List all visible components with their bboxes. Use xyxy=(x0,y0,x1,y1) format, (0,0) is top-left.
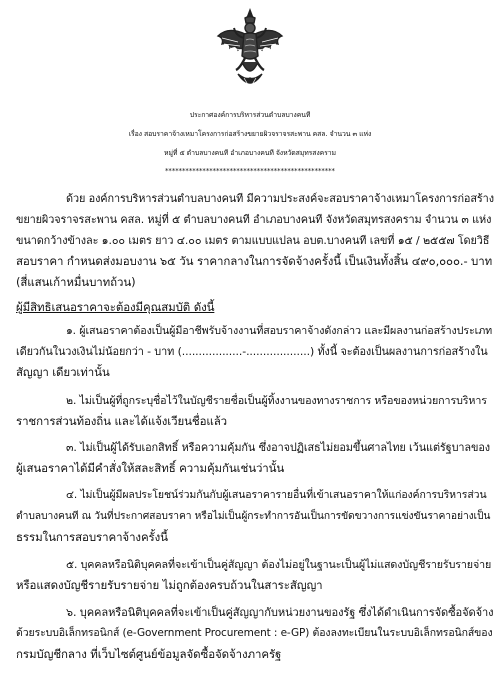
item6-line2: ด้วยระบบอิเล็กทรอนิกส์ (e-Government Procurement : e-GP) ต้องลงทะเบียนในระบบอิเล็กทรอนิกส์ของ xyxy=(16,627,493,639)
item4-line1: ๔. ไม่เป็นผู้มีผลประโยชน์ร่วมกันกับผู้เสนอราคารายอื่นที่เข้าเสนอราคาให้แก่องค์การบริหารส่วน xyxy=(66,489,487,501)
announcement-subject-line1: เรื่อง สอบราคาจ้างเหมาโครงการก่อสร้างขยายผิวจราจรสะพาน คสล. จำนวน ๓ แห่ง xyxy=(128,130,372,138)
item3-line2: ผู้เสนอราคาได้มีคำสั่งให้สละสิทธิ์ ความคุ้มกันเช่นว่านั้น xyxy=(16,461,285,475)
item5-line2: หรือแสดงบัญชีรายรับรายจ่าย ไม่ถูกต้องครบถ้วนในสาระสัญญา xyxy=(16,578,323,592)
separator-stars: ************************************************** xyxy=(165,167,335,175)
item6-line3: กรมบัญชีกลาง ที่เว็บไซต์ศูนย์ข้อมูลจัดซื้อจัดจ้างภาครัฐ xyxy=(16,647,282,661)
announcement-subject-line2: หมู่ที่ ๕ ตำบลบางคนที อำเภอบางคนที จังหวัดสมุทรสงคราม xyxy=(164,149,336,157)
qualifications-heading: ผู้มีสิทธิเสนอราคาจะต้องมีคุณสมบัติ ดังนี้ xyxy=(16,300,215,314)
item1-line2: เดียวกันในวงเงินไม่น้อยกว่า - บาท (..................-...................) ทั้งนี้ จะต้องเป็นผลงานการก่อสร้างใน xyxy=(16,345,488,358)
item3-line1: ๓. ไม่เป็นผู้ได้รับเอกสิทธิ์ หรือความคุ้มกัน ซึ่งอาจปฏิเสธไม่ยอมขึ้นศาลไทย เว้นแต่รัฐบาลของ xyxy=(66,441,490,454)
item4-line3: ธรรมในการสอบราคาจ้างครั้งนี้ xyxy=(16,530,168,544)
item1-line1: ๑. ผู้เสนอราคาต้องเป็นผู้มีอาชีพรับจ้างงานที่สอบราคาจ้างดังกล่าว และมีผลงานก่อสร้างประเภท xyxy=(66,324,493,337)
intro-line4: สอบราคา กำหนดส่งมอบงาน ๖๕ วัน ราคากลางในการจัดจ้างครั้งนี้ เป็นเงินทั้งสิ้น ๔๙๐,๐๐๐.- บาท xyxy=(16,254,493,268)
item2-line1: ๒. ไม่เป็นผู้ที่ถูกระบุชื่อไว้ในบัญชีรายชื่อเป็นผู้ทิ้งงานของทางราชการ หรือของหน่วยการบริหาร xyxy=(66,394,487,407)
intro-line3: ขนาดกว้างข้างละ ๑.๐๐ เมตร ยาว ๔.๐๐ เมตร ตามแบบแปลน อบต.บางคนที เลขที่ ๑๕ / ๒๕๕๗ โดยวิธี xyxy=(16,234,490,247)
item1-line3: สัญญา เดียวเท่านั้น xyxy=(16,365,110,379)
item5-line1: ๕. บุคคลหรือนิติบุคคลที่จะเข้าเป็นคู่สัญญา ต้องไม่อยู่ในฐานะเป็นผู้ไม่แสดงบัญชีรายรับรายจ่าย xyxy=(66,558,492,571)
item6-line1: ๖. บุคคลหรือนิติบุคคลที่จะเข้าเป็นคู่สัญญากับหน่วยงานของรัฐ ซึ่งได้ดำเนินการจัดซื้อจัดจ้าง xyxy=(66,606,494,619)
item4-line2: ตำบลบางคนที ณ วันที่ประกาศสอบราคา หรือไม่เป็นผู้กระทำการอันเป็นการขัดขวางการแข่งขันราคาอย่างเป็น xyxy=(16,510,491,522)
intro-line1: ด้วย องค์การบริหารส่วนตำบลบางคนที มีความประสงค์จะสอบราคาจ้างเหมาโครงการก่อสร้าง xyxy=(66,192,494,205)
intro-line5: (สี่แสนเก้าหมื่นบาทถ้วน) xyxy=(16,275,136,289)
announcement-org: ประกาศองค์การบริหารส่วนตำบลบางคนที xyxy=(189,111,311,119)
item2-line2: ราชการส่วนท้องถิ่น และได้แจ้งเวียนชื่อแล้ว xyxy=(16,414,228,428)
intro-line2: ขยายผิวจราจรสะพาน คสล. หมู่ที่ ๕ ตำบลบางคนที อำเภอบางคนที จังหวัดสมุทรสงคราม จำนวน ๓ แห่ง xyxy=(16,213,492,226)
garuda-emblem xyxy=(214,8,286,92)
